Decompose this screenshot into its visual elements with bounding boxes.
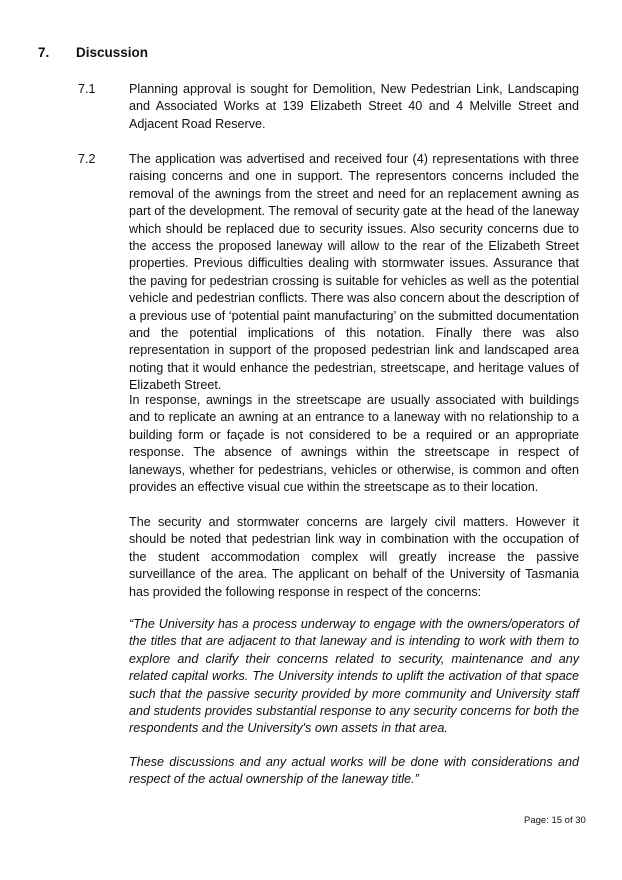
item-7-2-paragraph-2 — [129, 392, 579, 496]
quote-paragraph: These discussions and any actual works will be done with considerations and respect of the actual ownership of the laneway title.” — [129, 755, 579, 787]
item-7-2-paragraph-3 — [129, 514, 579, 601]
paragraph: The security and stormwater concerns are largely civil matters. However it should be noted that pedestrian link way in combination with the occupation of the student accommodation complex will greatly increase the passive surveillance of the area. The applicant on behalf of the University of Tasmania has provided the following response in respect of the concerns: — [129, 515, 579, 599]
item-7-1-text — [129, 81, 579, 133]
paragraph: In response, awnings in the streetscape are usually associated with buildings and to replicate an awning at an entrance to a laneway with no relationship to a building form or façade is not considered to be a required or an appropriate response. The absence of awnings within the streetscape in respect of laneways, whether for pedestrians, vehicles or otherwise, is common and often provides an effective visual cue within the streetscape as to their location. — [129, 393, 579, 495]
quote-paragraph: “The University has a process underway to engage with the owners/operators of the titles that are adjacent to that laneway and is intending to work with them to explore and clarify their concerns related to security, maintenance and any related capital works. The University intends to uplift the activation of that space such that the passive security provided by more community and University staff and students provides substantial response to any security concerns for both the respondents and the University's own assets in that area. — [129, 617, 579, 736]
item-7-2-paragraph-1 — [129, 151, 579, 395]
applicant-quote-1 — [129, 616, 579, 738]
applicant-quote-2 — [129, 754, 579, 789]
section-number: 7. — [38, 45, 50, 60]
paragraph: Planning approval is sought for Demolition, New Pedestrian Link, Landscaping and Associated Works at 139 Elizabeth Street 40 and 4 Melville Street and Adjacent Road Reserve. — [129, 82, 579, 131]
item-number-7-1: 7.1 — [78, 82, 96, 96]
paragraph: The application was advertised and received four (4) representations with three raising concerns and one in support. The representors concerns included the removal of the awnings from the street and need for an replacement awning as part of the development. The removal of security gate at the head of the laneway which should be replaced due to security issues. Also security concerns due to the access the proposed laneway will allow to the rear of the Elizabeth Street properties. Previous difficulties dealing with stormwater issues. Assurance that the paving for pedestrian crossing is suitable for vehicles as well as the potential vehicle and pedestrian conflicts. There was also concern about the description of a previous use of ‘potential paint manufacturing’ on the submitted documentation and the potential implications of this notation. Finally there was also representation in support of the proposed pedestrian link and landscaped area noting that it would enhance the pedestrian, streetscape, and heritage values of Elizabeth Street. — [129, 152, 579, 393]
item-number-7-2: 7.2 — [78, 152, 96, 166]
section-title: Discussion — [76, 45, 149, 60]
page-number: Page: 15 of 30 — [524, 815, 586, 826]
section-heading — [38, 44, 148, 61]
